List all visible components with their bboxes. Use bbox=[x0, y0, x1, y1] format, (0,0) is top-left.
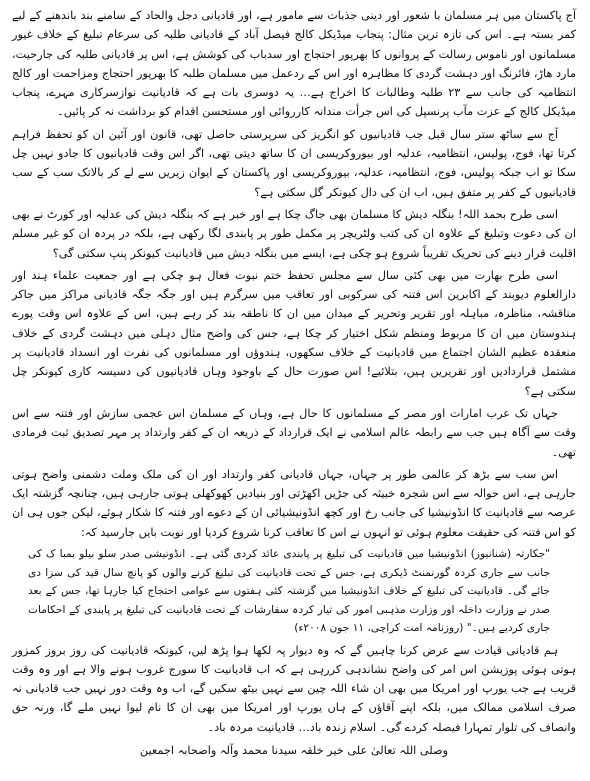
paragraph-india: اسی طرح بھارت میں بھی کئی سال سے مجلس تحفظ ختم نبوت فعال ہو چکی ہے اور جمعیت علماء ہند اور دارالعلوم دیوبند کے اکابرین اس فتنہ کی سرکوبی اور تعاقب میں سرگرم ہیں اور جگہ جگہ قادیانی مراکز میں جاکر مناقشہ، مناظرہ، مباہلہ اور تقریر وتحریر کے میدان میں ان کا ناطقہ بند کر رہے ہیں، اس کے علاوہ اس وقت پورے ہندوستان میں ان کا مربوط ومنظم شکل اختیار کر چکا ہے، جس کی واضح مثال دہلی میں دہشت گردی کے خلاف منعقدہ عظیم الشان اجتماع میں قادیانیت کے خلاف سکھوں، ہندوؤں اور مسلمانوں کی نفرت اور انسداد قادیانیت پر مشتمل قراردادیں اور تقریریں ہیں، بتلائیے! اس صورت حال کے باوجود وہاں قادیانیوں کی دسیسہ کاری کیونکر چل سکتی ہے؟ bbox=[12, 268, 576, 398]
news-quote bbox=[28, 545, 550, 638]
paragraph-history: آج سے ساٹھ ستر سال قبل جب قادیانیوں کو انگریز کی سرپرستی حاصل تھی، قانون اور آئین ان کو تحفظ فراہم کرتا تھا، فوج، پولیس، انتظامیہ، عدلیہ اور بیوروکریسی ان کا ساتھ دیتی تھی، اگر اس وقت قادیانیوں کا جادو نہیں چل سکا تو اب جبکہ پولیس، فوج، انتظامیہ، عدلیہ، بیوروکریسی اور پاکستان کے ایوان زیریں سے لے کر بالاتک سب کے سب قادیانیوں کے کفر پر متفق ہیں، اب ان کی دال کیونکر گل سکتی ہے؟ bbox=[12, 127, 576, 199]
paragraph-arab: جہاں تک عرب امارات اور مصر کے مسلمانوں کا حال ہے، وہاں کے مسلمان اس عجمی سازش اور فتنہ سے اس وقت سے آگاہ ہیں جب سے رابطہ عالم اسلامی نے ایک قرارداد کے ذریعہ ان کے کفر وارتداد پر مہر تصدیق ثبت فرمادی تھی۔ bbox=[12, 406, 576, 459]
paragraph-global: اس سب سے بڑھ کر عالمی طور پر جہاں، جہاں قادیانی کفر وارتداد اور ان کی ملک وملت دشمنی واضح ہوتی جارہی ہے، اس حوالہ سے اس شجرہ خبیثہ کی جڑیں اکھڑتی اور بنیادیں کھوکھلی ہوتی جارہی ہیں، چنانچہ گزشتہ ایک عرصہ سے قادیانیت کا انڈونیشیا کی جانب رخ اور کچھ انڈونیشیائی ان کے دعوے اور فتنہ کا شکار ہوئے، لیکن جوں ہی ان کو اس فتنہ کی حقیقت معلوم ہوئی تو انہوں نے اس کا تعاقب کرنا شروع کردیا اور نوبت بایں جارسید کہ: bbox=[12, 467, 576, 539]
paragraph-bangladesh: اسی طرح بحمد اللہ! بنگلہ دیش کا مسلمان بھی جاگ چکا ہے اور خبر ہے کہ بنگلہ دیش کی عدلیہ اور کورٹ نے بھی ان کی دعوت وتبلیغ کے علاوہ ان کی کتب ولٹریچر پر مکمل طور پر پابندی لگا رکھی ہے، بلکہ در پردہ ان کو غیر مسلم اقلیت قرار دینے کی تحریک تقریباً شروع ہو چکی ہے، ایسے میں بنگلہ دیش میں قادیانیت کیونکر پنپ سکتی گی؟ bbox=[12, 207, 576, 260]
quote-source: (روزنامہ امت کراچی، ۱۱ جون ۲۰۰۸ء) bbox=[294, 622, 464, 635]
closing-salutation: وصلی اللہ تعالیٰ علی خیر خلقہ سیدنا محمد وآلہ واصحابہ اجمعین bbox=[139, 744, 449, 757]
paragraph-closing: ہم قادیانی قیادت سے عرض کرنا چاہیں گے کہ وہ دیوار پہ لکھا ہوا پڑھ لیں، کیونکہ قادیانیت کی روز بروز کمزور ہوتی ہوئی پوزیشن اس امر کی واضح نشاندہی کررہی ہے کہ اب قادیانیت کا سورج غروب ہونے والا ہے اور وہ وقت قریب ہے جب یورپ اور امریکا میں بھی ان شاء اللہ چین سے نہیں بیٹھ سکیں گے، اب وہ وقت دور نہیں جب قادیانی نہ صرف اسلامی ممالک میں، بلکہ اپنے آقاؤں کے ہاں یورپ اور امریکا میں بھی ان کا نام لیوا نہیں ملے گا، ورنہ حق وانصاف کی تلوار تمہارا فیصلہ کردے گی۔ اسلام زندہ باد… قادیانیت مردہ باد۔ bbox=[12, 643, 576, 734]
quote-text: "جکارتہ (شنانیوز) انڈونیشیا میں قادیانیت کی تبلیغ پر پابندی عائد کردی گئی ہے۔ انڈونیشی صدر سلو بیلو بمبا ک کی جانب سے جاری کردہ گورنمنٹ ڈیکری ہے، جس کے تحت قادیانیت کی تبلیغ کرنے والوں کو پانچ سال قید کی سزا دی جائے گی۔ قادیانیت کی تبلیغ کے خلاف انڈونیشیا میں گزشتہ کئی ہفتوں سے عوامی احتجاج کیا جارہا تھا، جس کے بعد صدر نے وزارت داخلہ اور وزارت مذہبی امور کی تیار کردہ سفارشات کے تحت قادیانیت کی تبلیغ پر پابندی کے احکامات جاری کردیے ہیں۔" bbox=[28, 548, 550, 635]
paragraph-pakistan: آج پاکستان میں ہر مسلمان با شعور اور دینی جذبات سے مامور ہے، اور قادیانی دجل والحاد کے سامنے بند باندھنے کے لیے کمر بستہ ہے۔ اس کی تازہ ترین مثال: پنجاب میڈیکل کالج فیصل آباد کے قادیانی طلبہ کی سرعام تبلیغ کے خلاف غیور مسلمانوں اور ناموس رسالت کے پروانوں کا بھرپور احتجاج اور سدباب کی کوشش ہے، اس پر قادیانی طلبہ کی جارحیت، مارد ھاڑ، فائرنگ اور دہشت گردی کا مظاہرہ اور اس کے ردعمل میں مسلمان طلبہ کا بھرپور احتجاج ومزاحمت اور کالج انتظامیہ کی جانب سے ۲۳ طلبہ وطالبات کا اخراج ہے… یہ دوسری بات ہے کہ قادیانیت نوازسرکاری مہرے، پنجاب میڈیکل کالج کے عزت مآب پرنسپل کی اس جرأت مندانہ کارروائی اور مستحسن اقدام کو برداشت نہ کر پائیں۔ bbox=[12, 9, 576, 119]
